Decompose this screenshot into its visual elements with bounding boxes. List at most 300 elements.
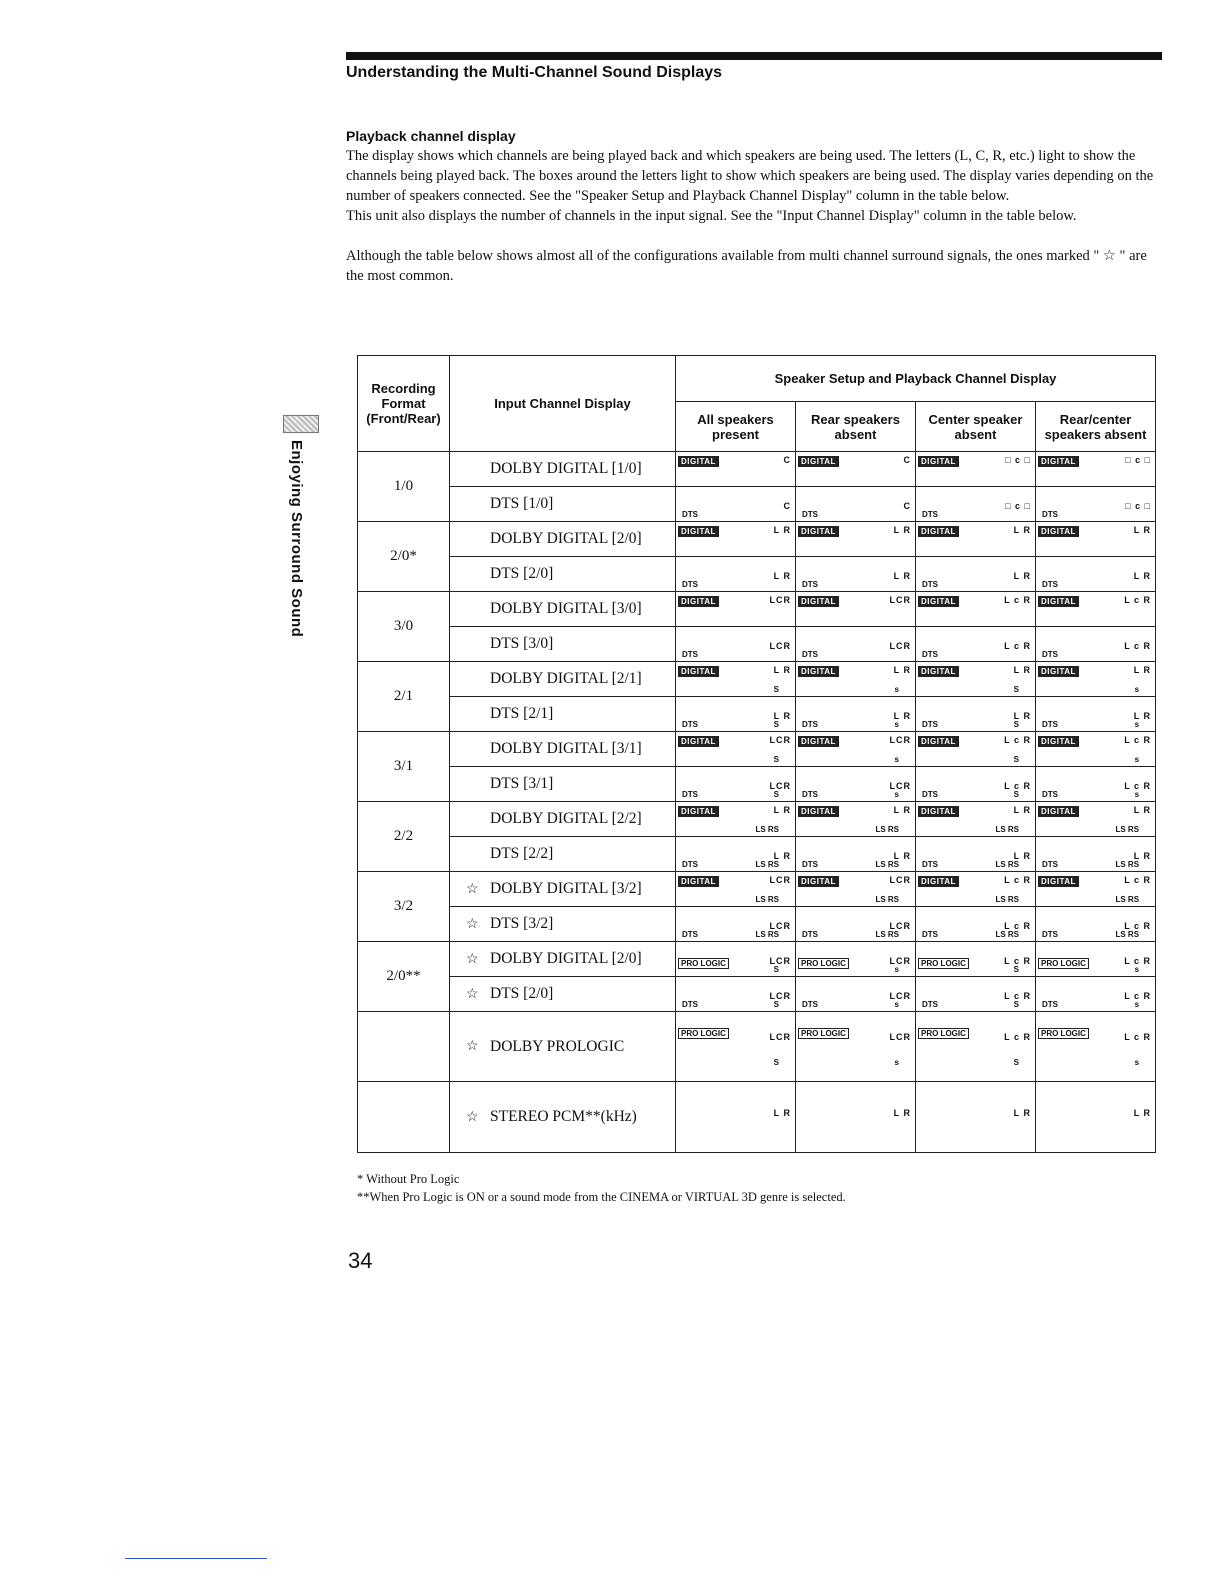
dts-badge: DTS bbox=[922, 930, 938, 939]
dolby-digital-badge: DIGITAL bbox=[798, 456, 839, 467]
channel-letters: LCR bbox=[769, 595, 791, 605]
surround-letters: LS RS bbox=[1115, 895, 1140, 904]
dts-badge: DTS bbox=[922, 650, 938, 659]
surround-letters: s bbox=[1134, 965, 1140, 974]
dolby-digital-badge: DIGITAL bbox=[1038, 736, 1079, 747]
common-star-icon: ☆ bbox=[466, 986, 479, 1002]
input-channel-line bbox=[450, 942, 675, 977]
table-row bbox=[358, 1082, 1156, 1153]
display-indicator bbox=[676, 1082, 795, 1152]
input-channel-line bbox=[450, 662, 675, 697]
header-rear-absent: Rear speakers absent bbox=[796, 402, 916, 452]
display-indicator bbox=[1036, 942, 1155, 977]
surround-letters: LS RS bbox=[1115, 825, 1140, 834]
display-indicator bbox=[796, 1082, 915, 1152]
display-indicator bbox=[676, 732, 795, 767]
input-channel-text: STEREO PCM**(kHz) bbox=[490, 1108, 637, 1125]
dts-badge: DTS bbox=[922, 510, 938, 519]
display-indicator bbox=[1036, 802, 1155, 837]
dolby-digital-badge: DIGITAL bbox=[1038, 456, 1079, 467]
channel-letters: L R bbox=[773, 805, 791, 815]
playback-display-cell bbox=[1036, 452, 1156, 522]
dolby-digital-badge: DIGITAL bbox=[798, 596, 839, 607]
input-channel-line bbox=[450, 872, 675, 907]
dts-badge: DTS bbox=[682, 1000, 698, 1009]
header-rule bbox=[346, 52, 1162, 60]
playback-display-cell bbox=[916, 732, 1036, 802]
surround-letters: S bbox=[773, 685, 779, 694]
intro-section bbox=[346, 128, 1158, 286]
display-indicator bbox=[916, 732, 1035, 767]
surround-letters: LS RS bbox=[875, 825, 899, 834]
display-indicator bbox=[676, 557, 795, 591]
surround-letters: S bbox=[1013, 755, 1019, 764]
input-channel-line bbox=[450, 522, 675, 557]
dolby-digital-badge: DIGITAL bbox=[1038, 666, 1079, 677]
dolby-digital-badge: DIGITAL bbox=[798, 876, 839, 887]
input-channel-text: DOLBY DIGITAL [2/0] bbox=[490, 950, 642, 967]
dts-badge: DTS bbox=[682, 510, 698, 519]
common-star-icon: ☆ bbox=[466, 1039, 479, 1054]
dolby-digital-badge: DIGITAL bbox=[678, 876, 719, 887]
recording-format-cell: 3/1 bbox=[358, 732, 450, 802]
dolby-digital-badge: DIGITAL bbox=[678, 596, 719, 607]
display-indicator bbox=[1036, 1012, 1155, 1081]
channel-letters: L c R bbox=[1004, 875, 1031, 885]
dts-badge: DTS bbox=[1042, 790, 1058, 799]
channel-letters: LCR bbox=[769, 991, 791, 1001]
intro-paragraph-3: Although the table below shows almost all of the configurations available from multi channel surround signals, the ones marked " ☆ " are the most common. bbox=[346, 248, 1147, 284]
dts-badge: DTS bbox=[802, 720, 818, 729]
display-indicator bbox=[1036, 1082, 1155, 1152]
display-indicator bbox=[796, 592, 915, 627]
input-channel-text: DOLBY DIGITAL [2/0] bbox=[490, 530, 642, 547]
surround-letters: S bbox=[1013, 790, 1019, 799]
playback-display-cell bbox=[796, 872, 916, 942]
playback-display-cell bbox=[796, 942, 916, 1012]
channel-letters: LCR bbox=[889, 735, 911, 745]
channel-letters: LCR bbox=[889, 921, 911, 931]
channel-letters: L R bbox=[893, 851, 911, 861]
channel-letters: L R bbox=[1133, 711, 1152, 721]
channel-letters: L c R bbox=[1124, 921, 1152, 931]
surround-letters: s bbox=[894, 685, 899, 694]
display-indicator bbox=[796, 452, 915, 487]
channel-letters: L R bbox=[773, 525, 791, 535]
surround-letters: s bbox=[894, 965, 899, 974]
dolby-digital-badge: DIGITAL bbox=[1038, 596, 1079, 607]
channel-letters: L c R bbox=[1124, 595, 1152, 605]
surround-letters: S bbox=[773, 755, 779, 764]
channel-letters: C bbox=[903, 455, 911, 465]
prologic-badge: PRO LOGIC bbox=[798, 1028, 849, 1039]
recording-format-cell bbox=[358, 1082, 450, 1153]
surround-letters: LS RS bbox=[995, 930, 1019, 939]
dts-badge: DTS bbox=[682, 580, 698, 589]
display-indicator bbox=[916, 942, 1035, 977]
input-channel-text: DTS [1/0] bbox=[490, 495, 554, 512]
channel-letters: L R bbox=[1133, 665, 1152, 675]
playback-display-cell bbox=[796, 522, 916, 592]
playback-display-cell bbox=[916, 522, 1036, 592]
table-row bbox=[358, 942, 1156, 1012]
surround-letters: s bbox=[1134, 685, 1140, 694]
playback-display-cell bbox=[1036, 1082, 1156, 1153]
dts-badge: DTS bbox=[1042, 930, 1058, 939]
prologic-badge: PRO LOGIC bbox=[678, 1028, 729, 1039]
dolby-digital-badge: DIGITAL bbox=[918, 456, 959, 467]
surround-letters: s bbox=[894, 755, 899, 764]
input-channel-text: DTS [2/0] bbox=[490, 565, 554, 582]
playback-display-cell bbox=[1036, 802, 1156, 872]
footnotes bbox=[357, 1170, 846, 1206]
channel-letters: L R bbox=[1013, 805, 1031, 815]
side-tab-label: Enjoying Surround Sound bbox=[288, 440, 305, 638]
channel-letters: L R bbox=[893, 1108, 911, 1118]
channel-letters: L R bbox=[773, 571, 791, 581]
recording-format-cell: 1/0 bbox=[358, 452, 450, 522]
channel-letters: LCR bbox=[889, 781, 911, 791]
dts-badge: DTS bbox=[682, 860, 698, 869]
channel-letters: LCR bbox=[889, 595, 911, 605]
surround-letters: s bbox=[894, 720, 899, 729]
channel-letters: LCR bbox=[769, 875, 791, 885]
channel-letters: LCR bbox=[889, 1032, 911, 1042]
channel-letters: L c R bbox=[1004, 1032, 1031, 1042]
channel-letters: L c R bbox=[1124, 735, 1152, 745]
display-indicator bbox=[1036, 732, 1155, 767]
table-row bbox=[358, 732, 1156, 802]
surround-letters: S bbox=[773, 965, 779, 974]
display-indicator bbox=[916, 522, 1035, 557]
display-indicator bbox=[796, 627, 915, 661]
playback-display-cell bbox=[916, 802, 1036, 872]
channel-letters: L c R bbox=[1004, 781, 1031, 791]
dolby-digital-badge: DIGITAL bbox=[918, 806, 959, 817]
table-row bbox=[358, 592, 1156, 662]
playback-display-cell bbox=[1036, 662, 1156, 732]
channel-letters: L R bbox=[1133, 1108, 1152, 1118]
header-speaker-setup: Speaker Setup and Playback Channel Display bbox=[676, 356, 1156, 402]
dolby-digital-badge: DIGITAL bbox=[798, 666, 839, 677]
playback-display-cell bbox=[916, 872, 1036, 942]
dts-badge: DTS bbox=[1042, 580, 1058, 589]
channel-letters: L c R bbox=[1124, 1032, 1152, 1042]
input-channel-line bbox=[450, 592, 675, 627]
display-indicator bbox=[796, 732, 915, 767]
common-star-icon: ☆ bbox=[466, 881, 479, 897]
display-indicator bbox=[916, 487, 1035, 521]
surround-letters: S bbox=[1013, 1000, 1019, 1009]
display-indicator bbox=[1036, 872, 1155, 907]
playback-display-cell bbox=[796, 802, 916, 872]
dts-badge: DTS bbox=[1042, 860, 1058, 869]
dts-badge: DTS bbox=[1042, 650, 1058, 659]
display-indicator bbox=[796, 487, 915, 521]
display-indicator bbox=[1036, 627, 1155, 661]
display-indicator bbox=[1036, 837, 1155, 871]
channel-letters: L c R bbox=[1004, 641, 1031, 651]
header-recording-format: Recording Format (Front/Rear) bbox=[358, 356, 450, 452]
dolby-digital-badge: DIGITAL bbox=[678, 526, 719, 537]
surround-letters: LS RS bbox=[995, 825, 1019, 834]
channel-letters: □ c □ bbox=[1125, 455, 1152, 465]
display-indicator bbox=[676, 837, 795, 871]
display-indicator bbox=[676, 942, 795, 977]
surround-letters: S bbox=[773, 1058, 779, 1067]
channel-letters: L R bbox=[1013, 1108, 1031, 1118]
surround-letters: s bbox=[894, 1058, 899, 1067]
prologic-badge: PRO LOGIC bbox=[798, 958, 849, 969]
dolby-digital-badge: DIGITAL bbox=[1038, 526, 1079, 537]
channel-letters: □ c □ bbox=[1125, 501, 1152, 511]
playback-display-cell bbox=[676, 1012, 796, 1082]
surround-letters: LS RS bbox=[755, 930, 779, 939]
surround-letters: s bbox=[1134, 1058, 1140, 1067]
input-channel-line bbox=[450, 557, 675, 591]
channel-letters: L R bbox=[773, 665, 791, 675]
surround-letters: S bbox=[773, 1000, 779, 1009]
dts-badge: DTS bbox=[802, 510, 818, 519]
channel-letters: LCR bbox=[769, 1032, 791, 1042]
input-channel-line bbox=[450, 732, 675, 767]
display-indicator bbox=[1036, 977, 1155, 1011]
display-indicator bbox=[916, 557, 1035, 591]
input-channel-line bbox=[450, 697, 675, 731]
display-indicator bbox=[1036, 662, 1155, 697]
footnote-1: * Without Pro Logic bbox=[357, 1172, 460, 1186]
playback-display-cell bbox=[916, 942, 1036, 1012]
dolby-digital-badge: DIGITAL bbox=[918, 666, 959, 677]
recording-format-cell: 2/1 bbox=[358, 662, 450, 732]
section-subheading: Playback channel display bbox=[346, 128, 516, 144]
recording-format-cell: 2/2 bbox=[358, 802, 450, 872]
surround-letters: s bbox=[1134, 720, 1140, 729]
input-channel-cell bbox=[450, 522, 676, 592]
dolby-digital-badge: DIGITAL bbox=[798, 526, 839, 537]
surround-letters: s bbox=[894, 1000, 899, 1009]
intro-paragraph-2: This unit also displays the number of channels in the input signal. See the "Input Channel Display" column in the table below. bbox=[346, 208, 1077, 224]
surround-letters: LS RS bbox=[755, 895, 779, 904]
display-indicator bbox=[1036, 697, 1155, 731]
input-channel-line bbox=[450, 1082, 675, 1152]
table-row bbox=[358, 522, 1156, 592]
input-channel-text: DOLBY DIGITAL [3/1] bbox=[490, 740, 642, 757]
display-indicator bbox=[796, 557, 915, 591]
display-indicator bbox=[796, 837, 915, 871]
header-input-channel: Input Channel Display bbox=[450, 356, 676, 452]
display-indicator bbox=[676, 452, 795, 487]
channel-letters: L c R bbox=[1004, 991, 1031, 1001]
recording-format-cell: 3/0 bbox=[358, 592, 450, 662]
input-channel-text: DOLBY DIGITAL [2/2] bbox=[490, 810, 642, 827]
surround-letters: LS RS bbox=[755, 825, 779, 834]
playback-display-cell bbox=[1036, 592, 1156, 662]
surround-letters: S bbox=[1013, 965, 1019, 974]
display-indicator bbox=[676, 767, 795, 801]
surround-letters: LS RS bbox=[875, 930, 899, 939]
channel-letters: C bbox=[783, 455, 791, 465]
recording-format-cell bbox=[358, 1012, 450, 1082]
header-rear-center-absent: Rear/center speakers absent bbox=[1036, 402, 1156, 452]
dolby-digital-badge: DIGITAL bbox=[918, 736, 959, 747]
dts-badge: DTS bbox=[682, 930, 698, 939]
playback-display-cell bbox=[796, 732, 916, 802]
common-star-icon: ☆ bbox=[466, 916, 479, 932]
channel-display-table bbox=[357, 355, 1156, 1153]
channel-letters: L R bbox=[893, 571, 911, 581]
channel-letters: LCR bbox=[769, 956, 791, 966]
playback-display-cell bbox=[916, 592, 1036, 662]
channel-letters: L c R bbox=[1004, 595, 1031, 605]
display-indicator bbox=[1036, 557, 1155, 591]
recording-format-cell: 2/0** bbox=[358, 942, 450, 1012]
input-channel-cell bbox=[450, 732, 676, 802]
display-indicator bbox=[676, 802, 795, 837]
display-indicator bbox=[676, 697, 795, 731]
display-indicator bbox=[796, 1012, 915, 1081]
input-channel-cell bbox=[450, 1012, 676, 1082]
dolby-digital-badge: DIGITAL bbox=[918, 526, 959, 537]
channel-letters: L c R bbox=[1004, 921, 1031, 931]
channel-letters: L R bbox=[1013, 711, 1031, 721]
display-indicator bbox=[1036, 592, 1155, 627]
dts-badge: DTS bbox=[802, 930, 818, 939]
table-row bbox=[358, 1012, 1156, 1082]
input-channel-cell bbox=[450, 452, 676, 522]
display-indicator bbox=[1036, 767, 1155, 801]
input-channel-line bbox=[450, 627, 675, 661]
display-indicator bbox=[676, 907, 795, 941]
display-indicator bbox=[796, 907, 915, 941]
dts-badge: DTS bbox=[682, 650, 698, 659]
prologic-badge: PRO LOGIC bbox=[918, 958, 969, 969]
dolby-digital-badge: DIGITAL bbox=[918, 876, 959, 887]
channel-letters: C bbox=[783, 501, 791, 511]
display-indicator bbox=[1036, 907, 1155, 941]
input-channel-text: DOLBY DIGITAL [3/2] bbox=[490, 880, 642, 897]
dolby-digital-badge: DIGITAL bbox=[678, 806, 719, 817]
prologic-badge: PRO LOGIC bbox=[678, 958, 729, 969]
dts-badge: DTS bbox=[802, 580, 818, 589]
intro-paragraph-1: The display shows which channels are being played back and which speakers are being used. The letters (L, C, R, etc.) light to show the channels being played back. The boxes around the letters light to show which speakers are being used. The display varies depending on the number of speakers connected. See the "Speaker Setup and Playback Channel Display" column in the table below. bbox=[346, 148, 1154, 204]
playback-display-cell bbox=[676, 942, 796, 1012]
channel-letters: L R bbox=[773, 711, 791, 721]
playback-display-cell bbox=[676, 1082, 796, 1153]
input-channel-line bbox=[450, 907, 675, 941]
playback-display-cell bbox=[676, 452, 796, 522]
input-channel-cell bbox=[450, 872, 676, 942]
display-indicator bbox=[796, 942, 915, 977]
playback-display-cell bbox=[676, 662, 796, 732]
dts-badge: DTS bbox=[922, 1000, 938, 1009]
channel-letters: LCR bbox=[769, 921, 791, 931]
channel-letters: L R bbox=[893, 525, 911, 535]
dts-badge: DTS bbox=[1042, 1000, 1058, 1009]
surround-letters: LS RS bbox=[875, 860, 899, 869]
dts-badge: DTS bbox=[1042, 510, 1058, 519]
display-indicator bbox=[916, 802, 1035, 837]
dts-badge: DTS bbox=[922, 790, 938, 799]
channel-letters: LCR bbox=[889, 641, 911, 651]
input-channel-line bbox=[450, 487, 675, 521]
display-indicator bbox=[916, 662, 1035, 697]
display-indicator bbox=[676, 627, 795, 661]
input-channel-text: DTS [3/2] bbox=[490, 915, 554, 932]
channel-letters: □ c □ bbox=[1005, 501, 1031, 511]
display-indicator bbox=[916, 1082, 1035, 1152]
channel-letters: L R bbox=[893, 805, 911, 815]
page-number: 34 bbox=[348, 1248, 373, 1273]
channel-letters: L c R bbox=[1124, 781, 1152, 791]
input-channel-text: DOLBY DIGITAL [1/0] bbox=[490, 460, 642, 477]
display-indicator bbox=[916, 977, 1035, 1011]
surround-letters: s bbox=[1134, 1000, 1140, 1009]
display-indicator bbox=[676, 522, 795, 557]
playback-display-cell bbox=[916, 662, 1036, 732]
display-indicator bbox=[916, 907, 1035, 941]
prologic-badge: PRO LOGIC bbox=[1038, 1028, 1089, 1039]
display-indicator bbox=[916, 1012, 1035, 1081]
playback-display-cell bbox=[676, 522, 796, 592]
display-indicator bbox=[796, 872, 915, 907]
display-indicator bbox=[916, 592, 1035, 627]
display-indicator bbox=[916, 837, 1035, 871]
dolby-digital-badge: DIGITAL bbox=[678, 736, 719, 747]
surround-letters: S bbox=[1013, 720, 1019, 729]
channel-letters: LCR bbox=[769, 641, 791, 651]
channel-letters: L R bbox=[1133, 805, 1152, 815]
footer-rule bbox=[125, 1558, 267, 1559]
playback-display-cell bbox=[796, 452, 916, 522]
input-channel-line bbox=[450, 802, 675, 837]
channel-letters: LCR bbox=[889, 875, 911, 885]
input-channel-line bbox=[450, 767, 675, 801]
input-channel-line bbox=[450, 1012, 675, 1081]
input-channel-cell bbox=[450, 942, 676, 1012]
input-channel-line bbox=[450, 452, 675, 487]
surround-letters: LS RS bbox=[1115, 930, 1140, 939]
surround-letters: LS RS bbox=[755, 860, 779, 869]
display-indicator bbox=[676, 592, 795, 627]
display-indicator bbox=[1036, 452, 1155, 487]
playback-display-cell bbox=[1036, 942, 1156, 1012]
channel-letters: L R bbox=[1133, 851, 1152, 861]
surround-letters: LS RS bbox=[1115, 860, 1140, 869]
channel-letters: L c R bbox=[1004, 956, 1031, 966]
channel-letters: L R bbox=[1013, 851, 1031, 861]
table-row bbox=[358, 872, 1156, 942]
channel-letters: L R bbox=[893, 711, 911, 721]
playback-display-cell bbox=[676, 732, 796, 802]
input-channel-text: DTS [2/2] bbox=[490, 845, 554, 862]
display-indicator bbox=[676, 872, 795, 907]
channel-letters: L c R bbox=[1124, 641, 1152, 651]
input-channel-cell bbox=[450, 592, 676, 662]
input-channel-cell bbox=[450, 802, 676, 872]
surround-letters: S bbox=[1013, 1058, 1019, 1067]
channel-letters: L R bbox=[1013, 525, 1031, 535]
channel-letters: L R bbox=[1013, 571, 1031, 581]
table-row bbox=[358, 662, 1156, 732]
table-body bbox=[358, 452, 1156, 1153]
dolby-digital-badge: DIGITAL bbox=[798, 806, 839, 817]
display-indicator bbox=[916, 872, 1035, 907]
display-indicator bbox=[916, 697, 1035, 731]
surround-letters: s bbox=[1134, 790, 1140, 799]
input-channel-text: DOLBY DIGITAL [2/1] bbox=[490, 670, 642, 687]
channel-letters: L c R bbox=[1124, 956, 1152, 966]
